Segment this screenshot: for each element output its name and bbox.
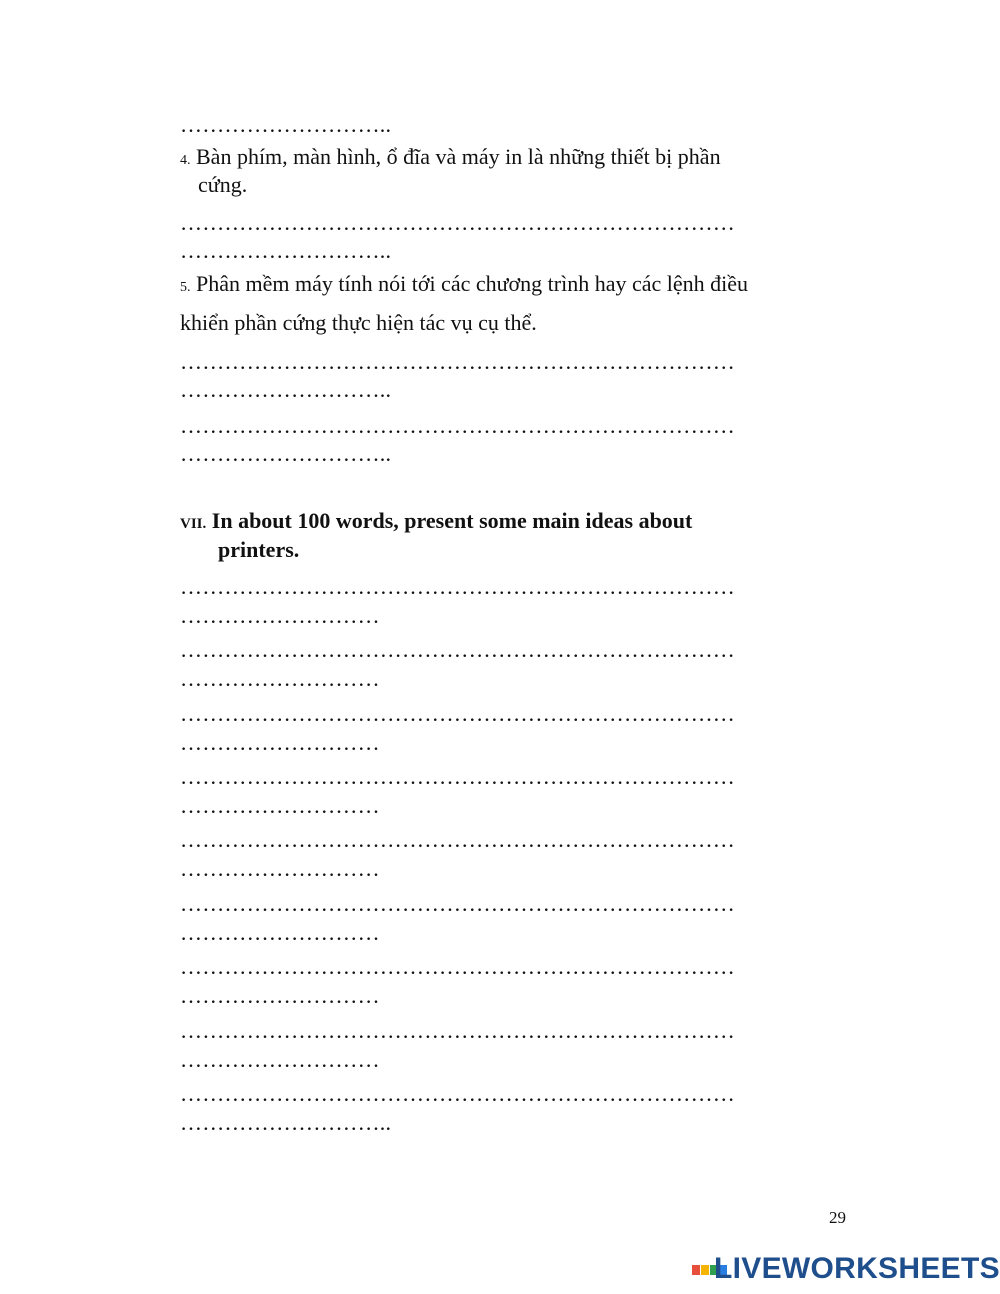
logo-blocks-icon	[692, 1263, 710, 1285]
writing-line[interactable]: …………………………………………………………………	[180, 827, 735, 852]
writing-line[interactable]: ………………………	[180, 730, 380, 755]
answer-line[interactable]: ………………………..	[180, 377, 392, 402]
writing-line[interactable]: ………………………	[180, 920, 380, 945]
logo-text: LIVEWORKSHEETS	[714, 1252, 1000, 1285]
writing-line[interactable]: ………………………	[180, 603, 380, 628]
writing-line[interactable]: ………………………..	[180, 1110, 392, 1135]
writing-line[interactable]: …………………………………………………………………	[180, 1018, 735, 1043]
question-4	[180, 144, 721, 170]
question-text-continued: cứng.	[198, 172, 248, 197]
answer-line[interactable]: …………………………………………………………………	[180, 210, 735, 235]
writing-line[interactable]: ………………………	[180, 983, 380, 1008]
question-number: 5.	[180, 280, 191, 295]
writing-line[interactable]: …………………………………………………………………	[180, 891, 735, 916]
page-number: 29	[829, 1208, 846, 1227]
liveworksheets-logo[interactable]	[692, 1252, 1000, 1286]
writing-line[interactable]: ………………………	[180, 666, 380, 691]
question-5	[180, 271, 748, 297]
answer-line[interactable]: ………………………..	[180, 238, 392, 263]
section-number: VII.	[180, 516, 207, 532]
answer-line[interactable]: …………………………………………………………………	[180, 349, 735, 374]
question-text: Phân mềm máy tính nói tới các chương trình hay các lệnh điều	[196, 271, 749, 296]
question-text: Bàn phím, màn hình, ổ đĩa và máy in là những thiết bị phần	[196, 144, 721, 169]
writing-line[interactable]: …………………………………………………………………	[180, 637, 735, 662]
writing-line[interactable]: …………………………………………………………………	[180, 574, 735, 599]
writing-line[interactable]: ………………………	[180, 1047, 380, 1072]
section-prompt-continued: printers.	[218, 537, 300, 562]
answer-line[interactable]: …………………………………………………………………	[180, 413, 735, 438]
writing-line[interactable]: …………………………………………………………………	[180, 764, 735, 789]
writing-line[interactable]: …………………………………………………………………	[180, 1081, 735, 1106]
writing-line[interactable]: …………………………………………………………………	[180, 954, 735, 979]
answer-line[interactable]: ………………………..	[180, 112, 392, 137]
writing-line[interactable]: ………………………	[180, 793, 380, 818]
question-text-continued: khiển phần cứng thực hiện tác vụ cụ thể.	[180, 310, 537, 335]
question-number: 4.	[180, 153, 191, 168]
answer-line[interactable]: ………………………..	[180, 441, 392, 466]
writing-line[interactable]: ………………………	[180, 856, 380, 881]
writing-line[interactable]: …………………………………………………………………	[180, 701, 735, 726]
section-heading	[180, 508, 692, 534]
section-prompt: In about 100 words, present some main ideas about	[211, 508, 693, 533]
